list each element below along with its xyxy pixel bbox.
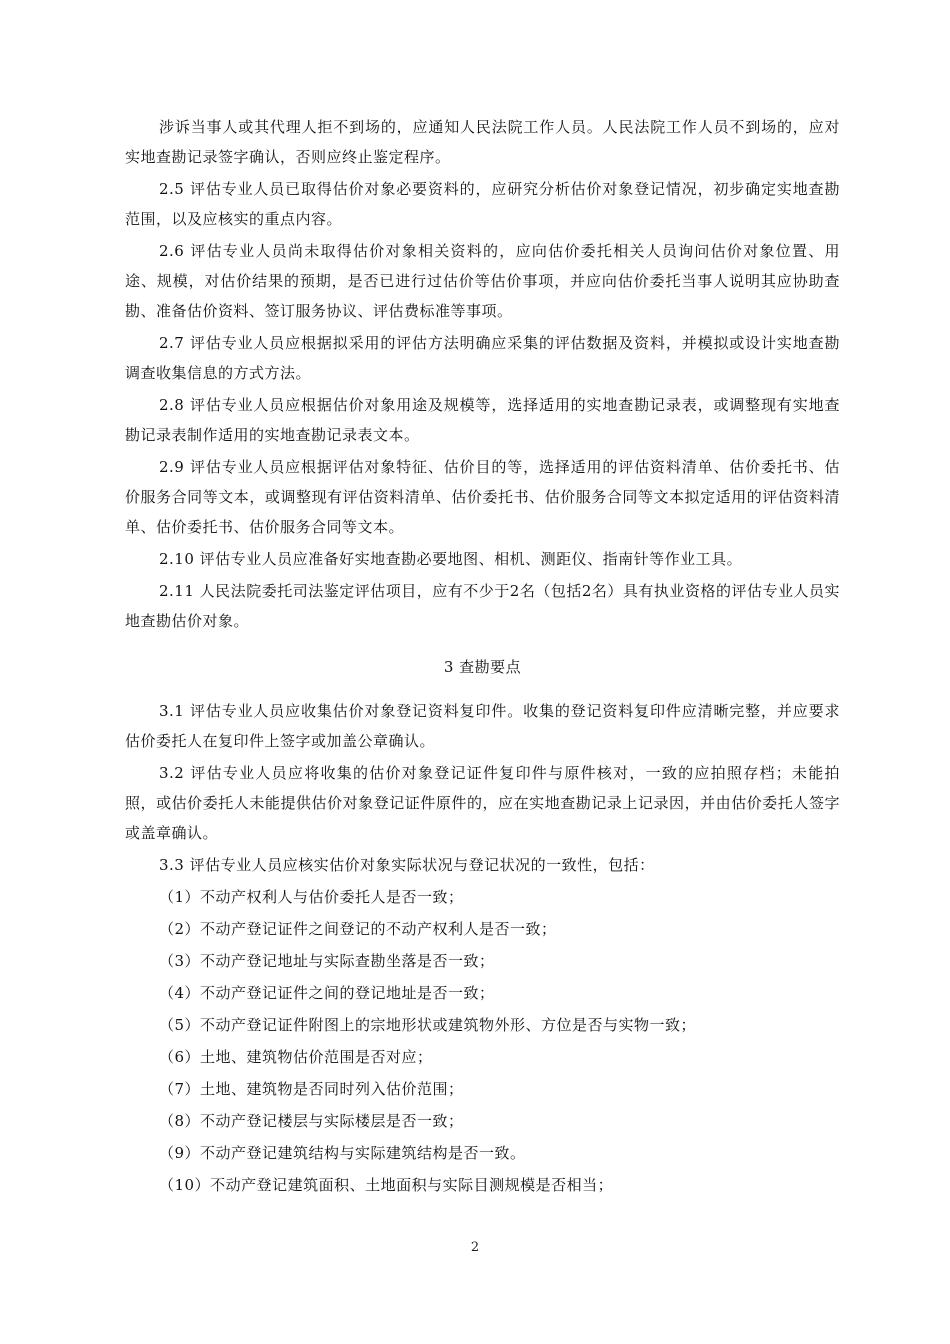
paragraph-2-9: 2.9 评估专业人员应根据评估对象特征、估价目的等，选择适用的评估资料清单、估价委托书、估价服务合同等文本，或调整现有评估资料清单、估价委托书、估价服务合同等文本拟定适用的评估资料清单、估价委托书、估价服务合同等文本。	[125, 458, 840, 536]
checklist	[125, 882, 840, 1200]
page-content	[125, 112, 840, 1202]
checklist-item: （3）不动产登记地址与实际查勘坐落是否一致；	[159, 952, 495, 970]
paragraph-2-6: 2.6 评估专业人员尚未取得估价对象相关资料的，应向估价委托相关人员询问估价对象位置、用途、规模，对估价结果的预期，是否已进行过估价等估价事项，并应向估价委托当事人说明其应协助查勘、准备估价资料、签订服务协议、评估费标准等事项。	[125, 242, 840, 320]
paragraph-2-11: 2.11 人民法院委托司法鉴定评估项目，应有不少于2名（包括2名）具有执业资格的评估专业人员实地查勘估价对象。	[125, 582, 840, 630]
checklist-item: （1）不动产权利人与估价委托人是否一致；	[159, 888, 464, 906]
checklist-item: （6）土地、建筑物估价范围是否对应；	[159, 1048, 433, 1066]
checklist-item: （9）不动产登记建筑结构与实际建筑结构是否一致。	[159, 1144, 526, 1162]
checklist-item: （8）不动产登记楼层与实际楼层是否一致；	[159, 1112, 464, 1130]
checklist-item: （2）不动产登记证件之间登记的不动产权利人是否一致；	[159, 920, 557, 938]
paragraph-3-1: 3.1 评估专业人员应收集估价对象登记资料复印件。收集的登记资料复印件应清晰完整，并应要求估价委托人在复印件上签字或加盖公章确认。	[125, 702, 840, 750]
paragraph-2-8: 2.8 评估专业人员应根据估价对象用途及规模等，选择适用的实地查勘记录表，或调整现有实地查勘记录表制作适用的实地查勘记录表文本。	[125, 396, 840, 444]
paragraph-2-10: 2.10 评估专业人员应准备好实地查勘必要地图、相机、测距仪、指南针等作业工具。	[159, 550, 743, 568]
paragraph-3-2: 3.2 评估专业人员应将收集的估价对象登记证件复印件与原件核对，一致的应拍照存档；未能拍照，或估价委托人未能提供估价对象登记证件原件的，应在实地查勘记录上记录因，并由估价委托人签字或盖章确认。	[125, 764, 840, 842]
paragraph-2-7: 2.7 评估专业人员应根据拟采用的评估方法明确应采集的评估数据及资料，并模拟或设计实地查勘调查收集信息的方式方法。	[125, 334, 840, 382]
checklist-item: （10）不动产登记建筑面积、土地面积与实际目测规模是否相当；	[159, 1176, 614, 1194]
checklist-item: （4）不动产登记证件之间的登记地址是否一致；	[159, 984, 495, 1002]
paragraph-2-5: 2.5 评估专业人员已取得估价对象必要资料的，应研究分析估价对象登记情况，初步确定实地查勘范围，以及应核实的重点内容。	[125, 180, 840, 228]
paragraph-3-3: 3.3 评估专业人员应核实估价对象实际状况与登记状况的一致性，包括：	[159, 856, 655, 874]
section-heading: 3 查勘要点	[443, 658, 522, 676]
page-number: 2	[470, 1240, 480, 1255]
checklist-item: （5）不动产登记证件附图上的宗地形状或建筑物外形、方位是否与实物一致；	[159, 1016, 697, 1034]
paragraph-continuation: 涉诉当事人或其代理人拒不到场的，应通知人民法院工作人员。人民法院工作人员不到场的，应对实地查勘记录签字确认，否则应终止鉴定程序。	[125, 118, 840, 166]
checklist-item: （7）土地、建筑物是否同时列入估价范围；	[159, 1080, 464, 1098]
